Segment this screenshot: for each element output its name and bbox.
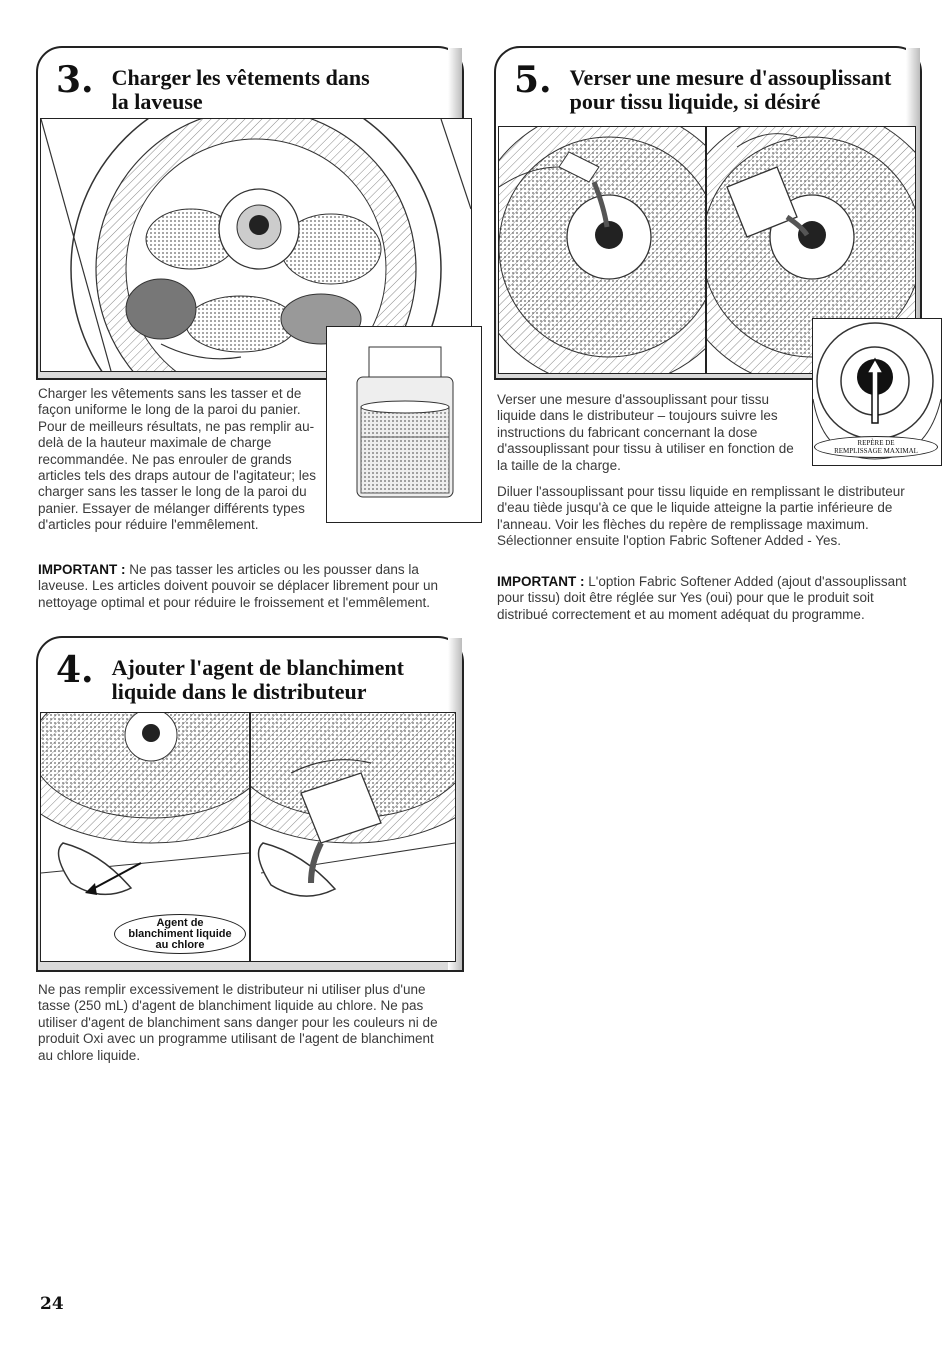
step5-body1: Verser une mesure d'assouplissant pour tissu liquide dans le distributeur – toujours suivre les instructions du fabricant concernant la dose d'assouplissant pour tissu à utiliser en fonction de la taille de la charge. — [497, 392, 794, 473]
step4-body: Ne pas remplir excessivement le distributeur ni utiliser plus d'une tasse (250 mL) d'agent de blanchiment liquide au chlore. Ne pas utiliser d'agent de blanchiment sans danger pour les couleurs ni de produit Oxi avec un programme utilisant de l'agent de blanchiment au chlore liquide. — [38, 982, 438, 1063]
step3-title-line1: Charger les vêtements dans — [111, 65, 370, 90]
step5-important — [497, 574, 921, 623]
step4-title-line2: liquide dans le distributeur — [111, 679, 367, 704]
callout-line2: blanchiment liquide — [128, 928, 232, 940]
step3-header — [38, 48, 462, 114]
step4-title — [112, 650, 404, 704]
step3-title — [112, 60, 370, 114]
step5-body2: Diluer l'assouplissant pour tissu liquide en remplissant le distributeur d'eau tiède jusqu'à ce que le liquide atteigne la partie inférieure de l'anneau. Voir les flèches du repère de remplissage maximum. Sélectionner ensuite l'option Fabric Softener Added - Yes. — [497, 484, 905, 549]
step4-header — [38, 638, 462, 704]
step5-header — [496, 48, 920, 114]
step5-important-text: L'option Fabric Softener Added (ajout d'assouplissant pour tissu) doit être réglée sur Yes (oui) pour que le produit soit distribué correctement et au moment adéquat du programme. — [497, 574, 907, 622]
step5-title — [570, 60, 892, 114]
step5-title-line1: Verser une mesure d'assouplissant — [569, 65, 892, 90]
step3-number: 3. — [56, 59, 94, 101]
max-fill-callout-line1: REPÈRE DE — [857, 439, 895, 447]
step3-title-line2: la laveuse — [111, 89, 203, 114]
step3-load-level-illustration — [326, 326, 482, 523]
step4-dispenser-illustration-right — [250, 712, 456, 962]
step5-title-line2: pour tissu liquide, si désiré — [569, 89, 821, 114]
callout-line1: Agent de — [156, 917, 204, 929]
step4-bleach-callout — [114, 914, 246, 954]
page-number: 24 — [40, 1294, 64, 1314]
step5-max-fill-callout — [814, 436, 938, 458]
step5-pour-illustration-left — [498, 126, 706, 374]
step3-body: Charger les vêtements sans les tasser et de façon uniforme le long de la paroi du panier. Pour de meilleurs résultats, ne pas remplir au-delà de la hauteur maximale de charge recommandée. Ne pas enrouler de grands articles tels des draps autour de l'agitateur; les charger sans les tasser le long de la paroi du panier. Essayer de mélanger différents types d'articles pour réduire l'emmêlement. — [38, 386, 316, 533]
max-fill-callout-line2: REMPLISSAGE MAXIMAL — [834, 447, 918, 455]
step3-important-label: IMPORTANT : — [38, 562, 126, 577]
callout-line3: au chlore — [155, 939, 205, 951]
step4-title-line1: Ajouter l'agent de blanchiment — [111, 655, 404, 680]
step5-important-label: IMPORTANT : — [497, 574, 585, 589]
step5-number: 5. — [514, 59, 552, 101]
step4-number: 4. — [56, 649, 94, 691]
step3-important — [38, 562, 438, 611]
step3-important-text: Ne pas tasser les articles ou les pousser dans la laveuse. Les articles doivent pouvoir se déplacer librement pour un nettoyage optimal et pour réduire le froissement et l'emmêlement. — [38, 562, 438, 610]
